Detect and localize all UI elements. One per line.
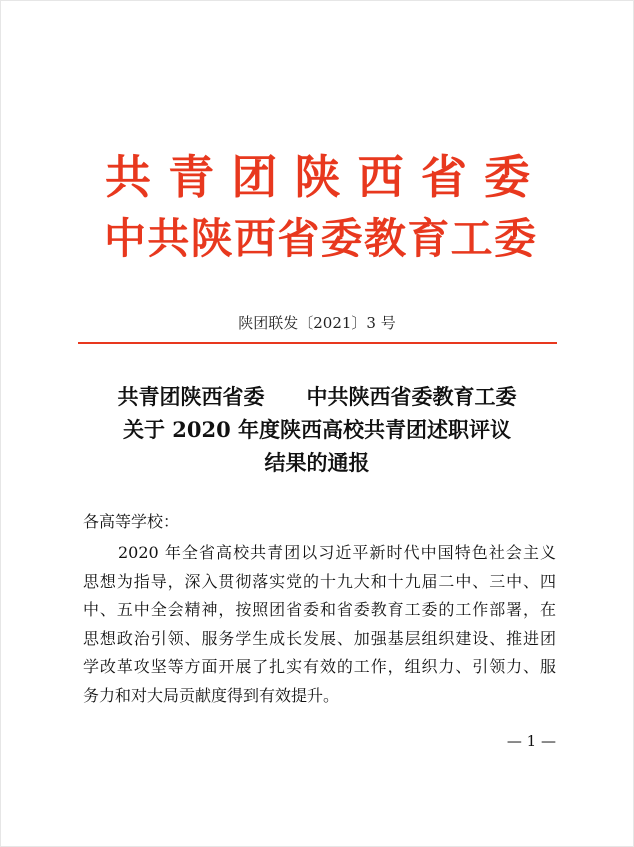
issuer-header-line-2: 中共陕西省委教育工委 (104, 214, 536, 263)
body-line: 中、五中全会精神，按照团省委和省委教育工委的工作部署，在 (83, 600, 556, 620)
body-line: 2020 年全省高校共青团以习近平新时代中国特色社会主义 (118, 543, 556, 562)
body-line: 思想政治引领、服务学生成长发展、加强基层组织建设、推进团 (83, 628, 556, 648)
title-line-1: 共青团陕西省委 中共陕西省委教育工委 (117, 384, 517, 409)
body-line: 务力和对大局贡献度得到有效提升。 (83, 685, 340, 705)
title-line-2: 关于 2020 年度陕西高校共青团述职评议 (122, 417, 512, 442)
document-title (0, 380, 634, 479)
salutation: 各高等学校： (83, 512, 180, 531)
body-paragraph (83, 539, 556, 711)
document-number: 陕团联发〔2021〕3 号 (238, 314, 396, 332)
body-line: 思想为指导，深入贯彻落实党的十九大和十九届二中、三中、四 (83, 571, 556, 591)
page-number: — 1 — (506, 732, 556, 750)
body-line: 学改革攻坚等方面开展了扎实有效的工作，组织力、引领力、服 (83, 657, 556, 677)
title-line-3: 结果的通报 (264, 450, 370, 475)
red-separator-line (78, 342, 557, 344)
issuer-header-line-1: 共 青 团 陕 西 省 委 (105, 150, 530, 204)
